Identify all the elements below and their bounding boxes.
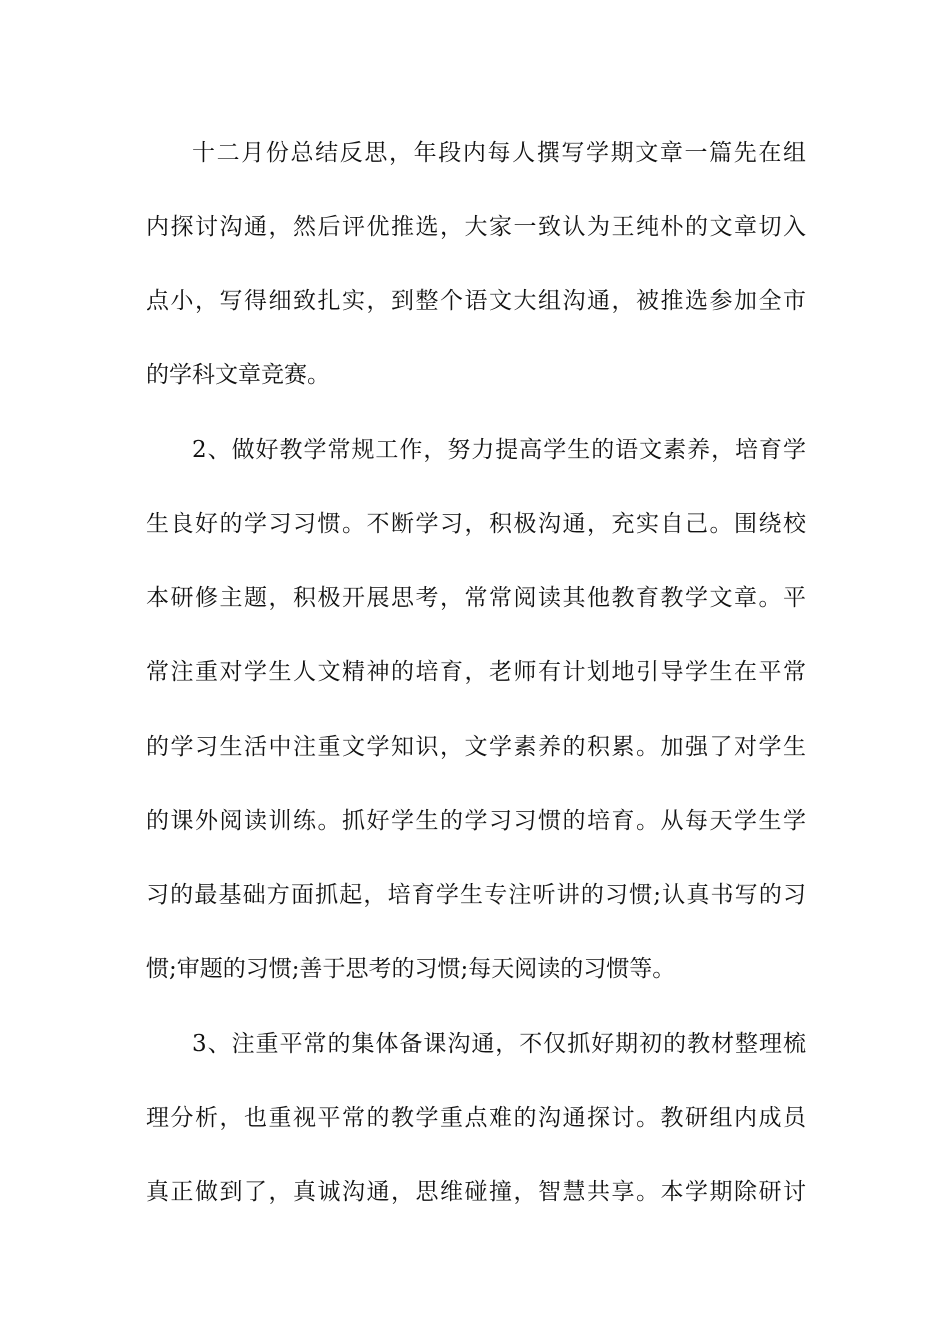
- paragraph-line: 十二月份总结反思，年段内每人撰写学期文章一篇先在组: [192, 140, 806, 166]
- paragraph-line: 生良好的学习习惯。不断学习，积极沟通，充实自己。围绕校: [146, 511, 806, 537]
- paragraph-line: 的学习生活中注重文学知识，文学素养的积累。加强了对学生: [146, 734, 806, 760]
- paragraph-line: 的学科文章竞赛。: [146, 362, 330, 388]
- paragraph-line: 3、注重平常的集体备课沟通，不仅抓好期初的教材整理梳: [192, 1031, 806, 1057]
- paragraph-line: 常注重对学生人文精神的培育，老师有计划地引导学生在平常: [146, 659, 806, 685]
- paragraph-line: 2、做好教学常规工作，努力提高学生的语文素养，培育学: [192, 437, 806, 463]
- paragraph-line: 理分析，也重视平常的教学重点难的沟通探讨。教研组内成员: [146, 1105, 806, 1131]
- paragraph-line: 本研修主题，积极开展思考，常常阅读其他教育教学文章。平: [146, 585, 806, 611]
- paragraph-line: 点小，写得细致扎实，到整个语文大组沟通，被推选参加全市: [146, 288, 806, 314]
- paragraph-line: 惯;审题的习惯;善于思考的习惯;每天阅读的习惯等。: [146, 956, 676, 982]
- paragraph-line: 真正做到了，真诚沟通，思维碰撞，智慧共享。本学期除研讨: [146, 1179, 806, 1205]
- paragraph-line: 内探讨沟通，然后评优推选，大家一致认为王纯朴的文章切入: [146, 214, 806, 240]
- paragraph-line: 的课外阅读训练。抓好学生的学习习惯的培育。从每天学生学: [146, 808, 806, 834]
- paragraph-line: 习的最基础方面抓起，培育学生专注听讲的习惯;认真书写的习: [146, 882, 806, 908]
